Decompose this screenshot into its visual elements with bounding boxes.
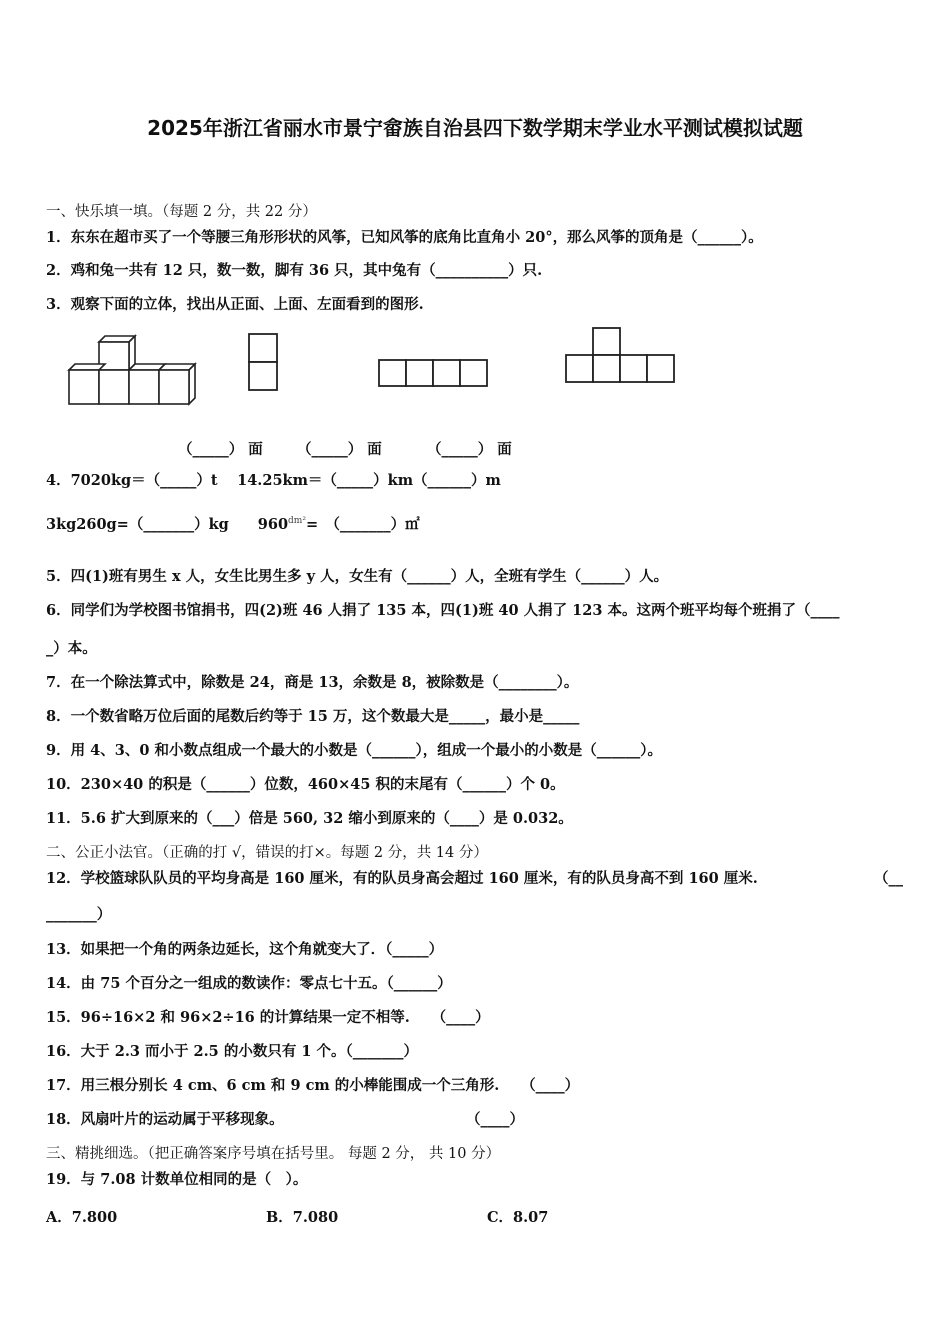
question-1: 1．东东在超市买了一个等腰三角形形状的风筝，已知风筝的底角比直角小 20°，那么风筝的顶角是（______）。 [46,229,763,246]
question-12a: 12．学校篮球队队员的平均身高是 160 厘米，有的队员身高会超过 160 厘米，有的队员身高不到 160 厘米. [46,870,758,887]
question-6a: 6．同学们为学校图书馆捐书，四(2)班 46 人捐了 135 本，四(1)班 40 人捐了 123 本。这两个班平均每个班捐了（____ [46,602,840,619]
question-10: 10．230×40 的积是（______）位数，460×45 积的末尾有（______）个 0。 [46,776,565,793]
question-4b-pre: 3kg260g=（_______）kg 960 [46,515,289,533]
question-8: 8．一个数省略万位后面的尾数后约等于 15 万，这个数最大是_____，最小是_____ [46,708,580,725]
question-6b: _）本。 [46,640,97,657]
face-answer-2: （_____） 面 [297,441,382,458]
question-4a: 4．7020kg＝（_____）t 14.25km＝（_____）km（______）m [46,472,501,489]
question-4b-post: = （_______）㎡ [305,515,420,533]
view-figure-c [564,326,680,386]
page-title: 2025年浙江省丽水市景宁畲族自治县四下数学期末学业水平测试模拟试题 [147,116,803,140]
option-a: A．7.800 [46,1209,118,1226]
section-1-heading: 一、快乐填一填。（每题 2 分，共 22 分） [46,204,317,220]
section-3-heading: 三、精挑细选。（把正确答案序号填在括号里。 每题 2 分， 共 10 分） [46,1146,501,1162]
question-14: 14．由 75 个百分之一组成的数读作：零点七十五。（______） [46,975,452,992]
face-answer-1: （_____） 面 [178,441,263,458]
question-12b: _______） [46,906,112,923]
option-c: C．8.07 [487,1209,549,1226]
view-figure-a [247,332,281,392]
section-2-heading: 二、公正小法官。（正确的打 √，错误的打×。每题 2 分，共 14 分） [46,845,488,861]
question-11: 11．5.6 扩大到原来的（___）倍是 560, 32 缩小到原来的（____）是 0.032。 [46,810,573,827]
question-7: 7．在一个除法算式中，除数是 24，商是 13，余数是 8，被除数是（________）。 [46,674,579,691]
question-9: 9．用 4、3、0 和小数点组成一个最大的小数是（______），组成一个最小的小数是（______）。 [46,742,662,759]
question-5: 5．四(1)班有男生 x 人，女生比男生多 y 人，女生有（______）人，全班有学生（______）人。 [46,568,669,585]
option-b: B．7.080 [266,1209,339,1226]
face-answer-3: （_____） 面 [427,441,512,458]
solid-3d-figure [62,330,207,410]
question-18-tail: （____） [466,1111,524,1128]
question-15: 15．96÷16×2 和 96×2÷16 的计算结果一定不相等. （____） [46,1009,490,1026]
unit-dm2: dm² [288,516,306,526]
question-16: 16．大于 2.3 而小于 2.5 的小数只有 1 个。（_______） [46,1043,419,1060]
question-19: 19．与 7.08 计数单位相同的是（ ）。 [46,1171,308,1188]
view-figure-b [377,358,493,390]
question-17: 17．用三根分别长 4 cm、6 cm 和 9 cm 的小棒能围成一个三角形. （____） [46,1077,580,1094]
question-18: 18．风扇叶片的运动属于平移现象。 [46,1111,284,1128]
question-4b [46,512,420,534]
question-13: 13．如果把一个角的两条边延长，这个角就变大了．（_____） [46,941,444,958]
question-3: 3．观察下面的立体，找出从正面、上面、左面看到的图形. [46,296,424,313]
question-12a-tail: （__ [874,870,903,887]
question-2: 2．鸡和兔一共有 12 只，数一数，脚有 36 只，其中兔有（__________）只. [46,262,543,279]
